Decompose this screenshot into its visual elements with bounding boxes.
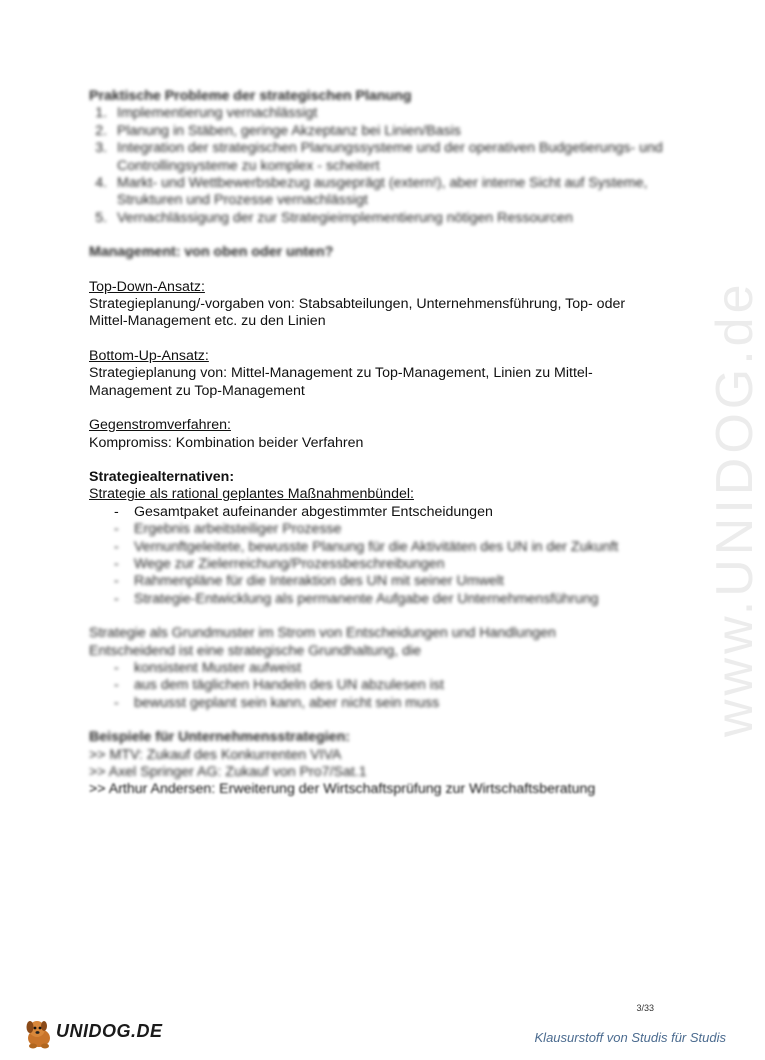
section-strategy-pattern	[89, 625, 664, 712]
list-item: - konsistent Muster aufweist	[111, 660, 664, 677]
example-line: >> Axel Springer AG: Zukauf von Pro7/Sat.1	[89, 764, 367, 780]
list-item: - Ergebnis arbeitsteiliger Prozesse	[111, 521, 664, 538]
problems-list	[89, 105, 664, 227]
list-item: - Rahmenpläne für die Interaktion des UN mit seiner Umwelt	[111, 573, 664, 590]
section-practical-problems	[89, 88, 664, 227]
list-item: 2. Planung in Stäben, geringe Akzeptanz bei Linien/Basis	[111, 123, 664, 140]
topdown-text: Strategieplanung/-vorgaben von: Stabsabteilungen, Unternehmensführung, Top- oder Mittel-Management etc. zu den Linien	[89, 296, 626, 330]
section-management	[89, 244, 664, 452]
list-item: 3. Integration der strategischen Planungssysteme und der operativen Budgetierungs- und Controllingsysteme zu komplex - scheitert	[111, 140, 664, 175]
bottomup-label: Bottom-Up-Ansatz:	[89, 347, 209, 364]
bottomup-text: Strategieplanung von: Mittel-Management zu Top-Management, Linien zu Mittel-Management zu Top-Management	[89, 365, 593, 399]
list-item: - aus dem täglichen Handeln des UN abzulesen ist	[111, 677, 664, 694]
gegenstrom-text: Kompromiss: Kombination beider Verfahren	[89, 434, 364, 451]
pattern-list	[89, 660, 664, 712]
gegenstrom-label: Gegenstromverfahren:	[89, 417, 231, 434]
unidog-logo	[20, 1013, 163, 1053]
list-item: 5. Vernachlässigung der zur Strategieimplementierung nötigen Ressourcen	[111, 210, 664, 227]
list-item: - Strategie-Entwicklung als permanente Aufgabe der Unternehmensführung	[111, 591, 664, 608]
section-strategy-alternatives	[89, 469, 664, 608]
list-item: - Wege zur Zielerreichung/Prozessbeschreibungen	[111, 556, 664, 573]
footer-tagline: Klausurstoff von Studis für Studis	[534, 1030, 726, 1045]
page-number: 3/33	[636, 1003, 654, 1013]
list-item: 4. Markt- und Wettbewerbsbezug ausgeprägt (extern!), aber interne Sicht auf Systeme, Strukturen und Prozesse vernachlässigt	[111, 175, 664, 210]
example-line: >> MTV: Zukauf des Konkurrenten VIVA	[89, 746, 342, 763]
page-content	[89, 88, 664, 799]
section-heading: Strategiealternativen:	[89, 468, 235, 485]
alternatives-list	[89, 504, 664, 608]
list-item: - Gesamtpaket aufeinander abgestimmter Entscheidungen	[111, 504, 664, 521]
subheading: Strategie als rational geplantes Maßnahmenbündel:	[89, 486, 414, 503]
section-heading: Beispiele für Unternehmensstrategien:	[89, 729, 350, 746]
section-examples	[89, 729, 664, 799]
watermark-text: www.UNIDOG.de	[706, 280, 764, 737]
example-line: >> Arthur Andersen: Erweiterung der Wirtschaftsprüfung zur Wirtschaftsberatung	[89, 781, 596, 798]
list-item: - bewusst geplant sein kann, aber nicht sein muss	[111, 695, 664, 712]
paragraph-line: Entscheidend ist eine strategische Grundhaltung, die	[89, 642, 422, 659]
logo-text: UNIDOG.DE	[56, 1021, 163, 1041]
section-heading: Management: von oben oder unten?	[89, 244, 334, 261]
dog-mascot-icon	[20, 1013, 60, 1053]
list-item: 1. Implementierung vernachlässigt	[111, 105, 664, 122]
topdown-label: Top-Down-Ansatz:	[89, 278, 205, 295]
paragraph-line: Strategie als Grundmuster im Strom von Entscheidungen und Handlungen	[89, 625, 556, 642]
section-heading: Praktische Probleme der strategischen Planung	[89, 88, 412, 104]
list-item: - Vernunftgeleitete, bewusste Planung für die Aktivitäten des UN in der Zukunft	[111, 539, 664, 556]
